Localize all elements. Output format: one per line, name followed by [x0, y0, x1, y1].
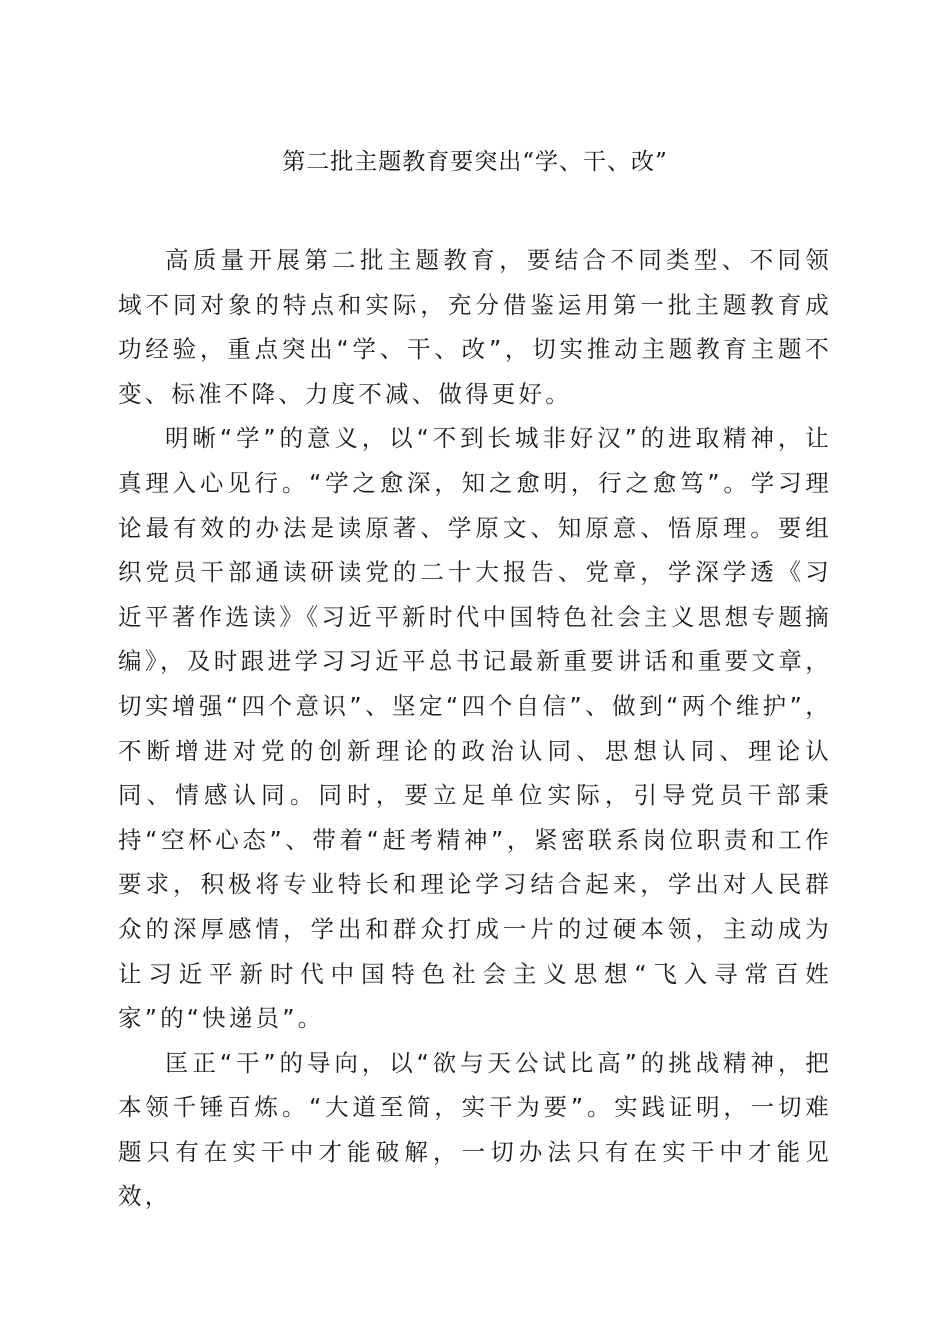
- paragraph-intro: 高质量开展第二批主题教育，要结合不同类型、不同领域不同对象的特点和实际，充分借鉴运用第一批主题教育成功经验，重点突出“学、干、改”，切实推动主题教育主题不变、标准不降、力度不减、做得更好。: [118, 246, 832, 408]
- paragraph-action: 匡正“干”的导向，以“欲与天公试比高”的挑战精神，把本领千锤百炼。“大道至简，实干为要”。实践证明，一切难题只有在实干中才能破解，一切办法只有在实干中才能见效，: [118, 1048, 832, 1211]
- document-title: 第二批主题教育要突出“学、干、改”: [282, 149, 668, 175]
- paragraph-study: 明晰“学”的意义，以“不到长城非好汉”的进取精神，让真理入心见行。“学之愈深，知之愈明，行之愈笃”。学习理论最有效的办法是读原著、学原文、知原意、悟原理。要组织党员干部通读研读党的二十大报告、党章，学深学透《习近平著作选读》《习近平新时代中国特色社会主义思想专题摘编》，及时跟进学习习近平总书记最新重要讲话和重要文章，切实增强“四个意识”、坚定“四个自信”、做到“两个维护”，不断增进对党的创新理论的政治认同、思想认同、理论认同、情感认同。同时，要立足单位实际，引导党员干部秉持“空杯心态”、带着“赶考精神”，紧密联系岗位职责和工作要求，积极将专业特长和理论学习结合起来，学出对人民群众的深厚感情，学出和群众打成一片的过硬本领，主动成为让习近平新时代中国特色社会主义思想“飞入寻常百姓家”的“快递员”。: [118, 424, 832, 1033]
- document-body: [118, 238, 832, 1219]
